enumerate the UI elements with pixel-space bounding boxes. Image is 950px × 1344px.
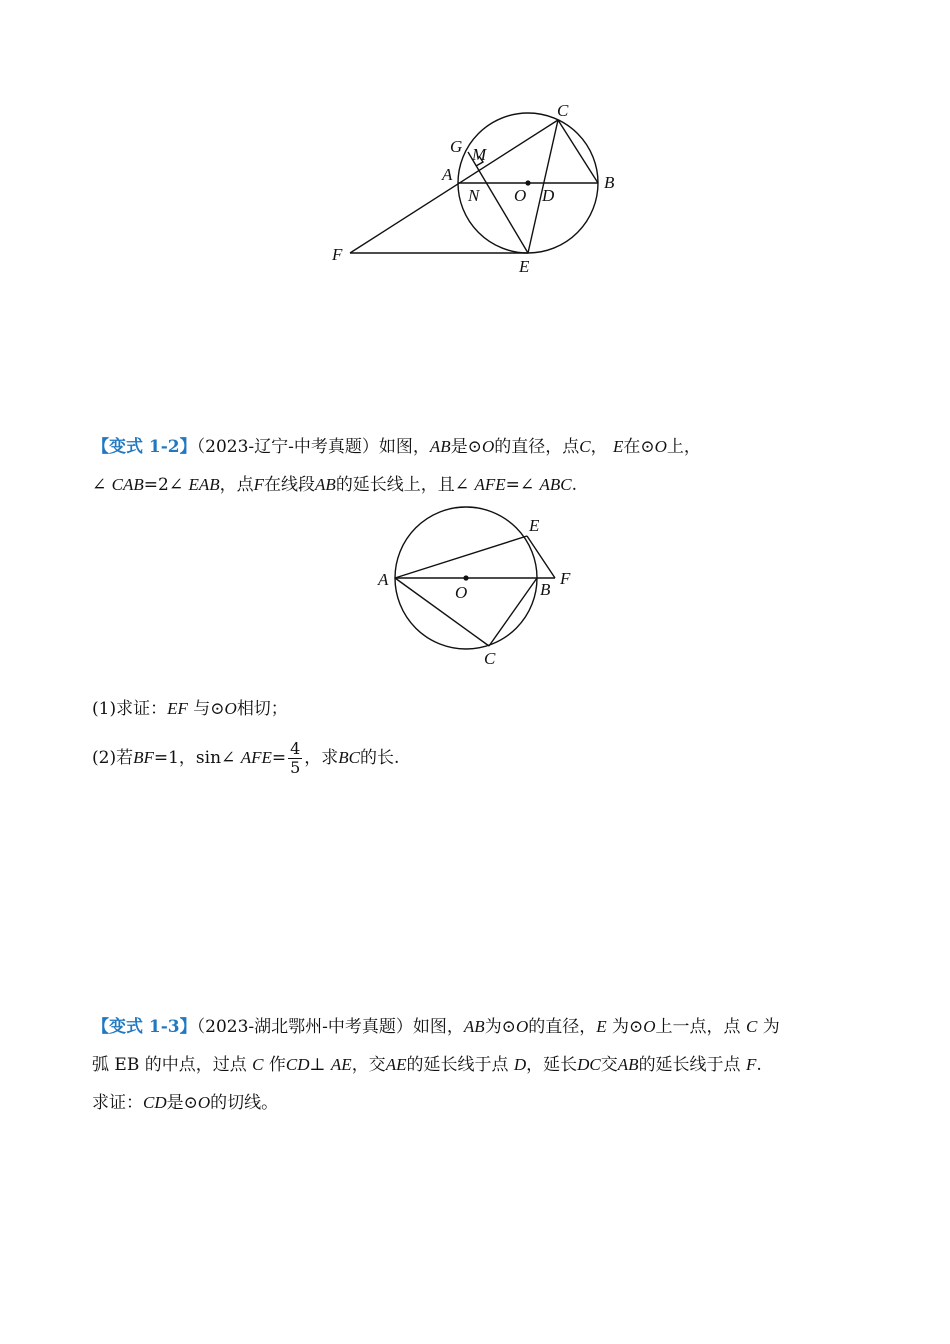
v13-line-3: 求证：CD是⊙O的切线。 [92, 1093, 279, 1113]
segment-ef [527, 536, 555, 578]
label-n-fig1: N [468, 186, 480, 205]
label-o-fig1: O [514, 186, 527, 205]
v13-line-2: 弧 EB 的中点，过点 C 作CD⊥ AE，交AE的延长线于点 D，延长DC交AB的延长线于点 F. [92, 1055, 762, 1075]
label-o-fig2: O [455, 583, 468, 602]
v12-tag: 【变式 1-2】 [92, 437, 197, 457]
segment-cb [558, 120, 598, 183]
label-f-fig1: F [332, 245, 343, 264]
label-a-fig1: A [442, 165, 453, 184]
label-c-fig1: C [557, 101, 569, 120]
center-dot-fig2 [463, 575, 468, 580]
v12-question-1: (1)求证：EF 与⊙O相切； [92, 699, 288, 719]
label-b-fig1: B [604, 173, 615, 192]
center-dot-fig1 [525, 180, 530, 185]
figure-2-diagram [370, 500, 590, 675]
label-b-fig2: B [540, 580, 551, 599]
label-c-fig2: C [484, 649, 496, 668]
v12-line-2: ∠ CAB=2∠ EAB，点F在线段AB的延长线上，且∠ AFE=∠ ABC. [92, 475, 578, 495]
label-e-fig2: E [529, 516, 540, 535]
figure-1-diagram [320, 95, 640, 285]
label-a-fig2: A [378, 570, 389, 589]
label-e-fig1: E [519, 257, 530, 276]
label-g-fig1: G [450, 137, 463, 156]
segment-cb-fig2 [489, 578, 537, 646]
v12-question-2: (2)若BF=1，sin∠ AFE= $\frac{4}{5}$ ，求BC的长. [92, 739, 400, 777]
v12-source: （2023-辽宁-中考真题） [196, 437, 379, 457]
v12-line-1: 【变式 1-2】（2023-辽宁-中考真题）如图，AB是⊙O的直径，点C， E在⊙O上， [92, 437, 701, 457]
v13-line-1: 【变式 1-3】（2023-湖北鄂州-中考真题）如图，AB为⊙O的直径，E 为⊙O上一点，点 C 为 [92, 1017, 780, 1037]
label-m-fig1: M [472, 145, 487, 164]
segment-ac [395, 578, 489, 646]
v13-source: （2023-湖北鄂州-中考真题） [196, 1017, 413, 1037]
fraction-4-5: $\frac{4}{5}$ [290, 739, 301, 777]
label-f-fig2: F [560, 569, 571, 588]
v13-tag: 【变式 1-3】 [92, 1017, 197, 1037]
segment-ae [395, 536, 527, 578]
label-d-fig1: D [542, 186, 555, 205]
